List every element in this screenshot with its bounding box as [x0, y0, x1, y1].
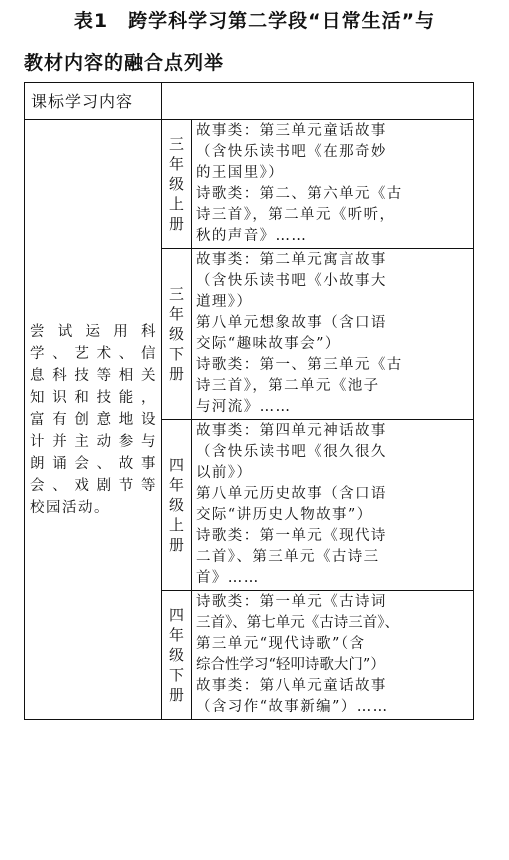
grade-char: 年 [168, 305, 184, 323]
content-line: 诗三首》，第二单元《听听， [196, 207, 396, 223]
grade-char: 册 [168, 365, 184, 383]
content-line: 故事类：第二单元寓言故事 [196, 252, 387, 268]
standard-line: 计并主动参与 [30, 433, 157, 450]
textbook-content-cell [192, 249, 474, 420]
grade-char: 册 [168, 215, 184, 233]
content-line: 诗歌类：第一单元《古诗词 [196, 594, 387, 610]
content-line: 交际“讲历史人物故事”） [196, 507, 373, 523]
grade-char: 上 [168, 516, 184, 534]
grade-cell [162, 249, 192, 420]
grade-char: 下 [168, 345, 184, 363]
content-line: 二首》、第三单元《古诗三 [196, 549, 380, 565]
grade-cell [162, 420, 192, 591]
table-row [25, 120, 474, 249]
standard-line: 会、戏剧节等 [30, 477, 157, 494]
grade-char: 三 [168, 285, 184, 303]
grade-char: 年 [168, 476, 184, 494]
grade-char: 级 [168, 646, 184, 664]
grade-char: 下 [168, 666, 184, 684]
standard-line: 朗诵会、故事 [30, 455, 157, 472]
content-line: （含快乐读书吧《很久很久 [196, 444, 387, 460]
content-line: 诗歌类：第一、第三单元《古 [196, 357, 403, 373]
grade-char: 册 [168, 686, 184, 704]
textbook-content-cell [192, 120, 474, 249]
grade-char: 级 [168, 325, 184, 343]
header-content-cell [162, 83, 474, 120]
textbook-content-cell [192, 591, 474, 720]
standard-content-cell [25, 120, 162, 720]
content-line: 第三单元“现代诗歌”（含 [196, 636, 366, 652]
content-line: 首》…… [196, 570, 260, 586]
grade-char: 级 [168, 496, 184, 514]
grade-char: 年 [168, 155, 184, 173]
table-title-line-2: 教材内容的融合点列举 [24, 52, 225, 74]
content-line: 第八单元想象故事（含口语 [196, 315, 387, 331]
integration-table [24, 82, 474, 720]
grade-char: 上 [168, 195, 184, 213]
standard-line: 息科技等相关 [30, 367, 157, 384]
content-line: （含快乐读书吧《小故事大 [196, 273, 387, 289]
grade-char: 三 [168, 135, 184, 153]
grade-cell [162, 120, 192, 249]
content-line: 故事类：第三单元童话故事 [196, 123, 387, 139]
textbook-content-cell [192, 420, 474, 591]
grade-cell [162, 591, 192, 720]
content-line: 道理》） [196, 294, 253, 310]
grade-char: 册 [168, 536, 184, 554]
content-line: 的王国里》） [196, 165, 285, 181]
grade-char: 四 [168, 606, 184, 624]
standard-line: 知识和技能， [30, 389, 157, 406]
content-line: 三首》、第七单元《古诗三首》、 [196, 615, 399, 631]
content-line: 与河流》…… [196, 399, 292, 415]
standard-line: 校园活动。 [30, 499, 110, 516]
content-line: （含快乐读书吧《在那奇妙 [196, 144, 387, 160]
content-line: 第八单元历史故事（含口语 [196, 486, 387, 502]
grade-char: 年 [168, 626, 184, 644]
content-line: 综合性学习“轻叩诗歌大门”） [196, 657, 385, 673]
content-line: 交际“趣味故事会”） [196, 336, 341, 352]
grade-char: 四 [168, 456, 184, 474]
content-line: 故事类：第八单元童话故事 [196, 678, 387, 694]
table-header-row [25, 83, 474, 120]
header-standard-label: 课标学习内容 [31, 92, 134, 111]
standard-line: 尝试运用科 [30, 323, 157, 340]
standard-line: 富有创意地设 [30, 411, 157, 428]
grade-char: 级 [168, 175, 184, 193]
content-line: 秋的声音》…… [196, 228, 308, 244]
content-line: 诗歌类：第二、第六单元《古 [196, 186, 403, 202]
header-standard-cell [25, 83, 162, 120]
content-line: 故事类：第四单元神话故事 [196, 423, 387, 439]
standard-line: 学、艺术、信 [30, 345, 157, 362]
table-title-line-1: 表1 跨学科学习第二学段“日常生活”与 [73, 10, 436, 32]
content-line: （含习作“故事新编”）…… [196, 699, 389, 715]
content-line: 诗三首》，第二单元《池子 [196, 378, 380, 394]
content-line: 诗歌类：第一单元《现代诗 [196, 528, 387, 544]
content-line: 以前》） [196, 465, 253, 481]
